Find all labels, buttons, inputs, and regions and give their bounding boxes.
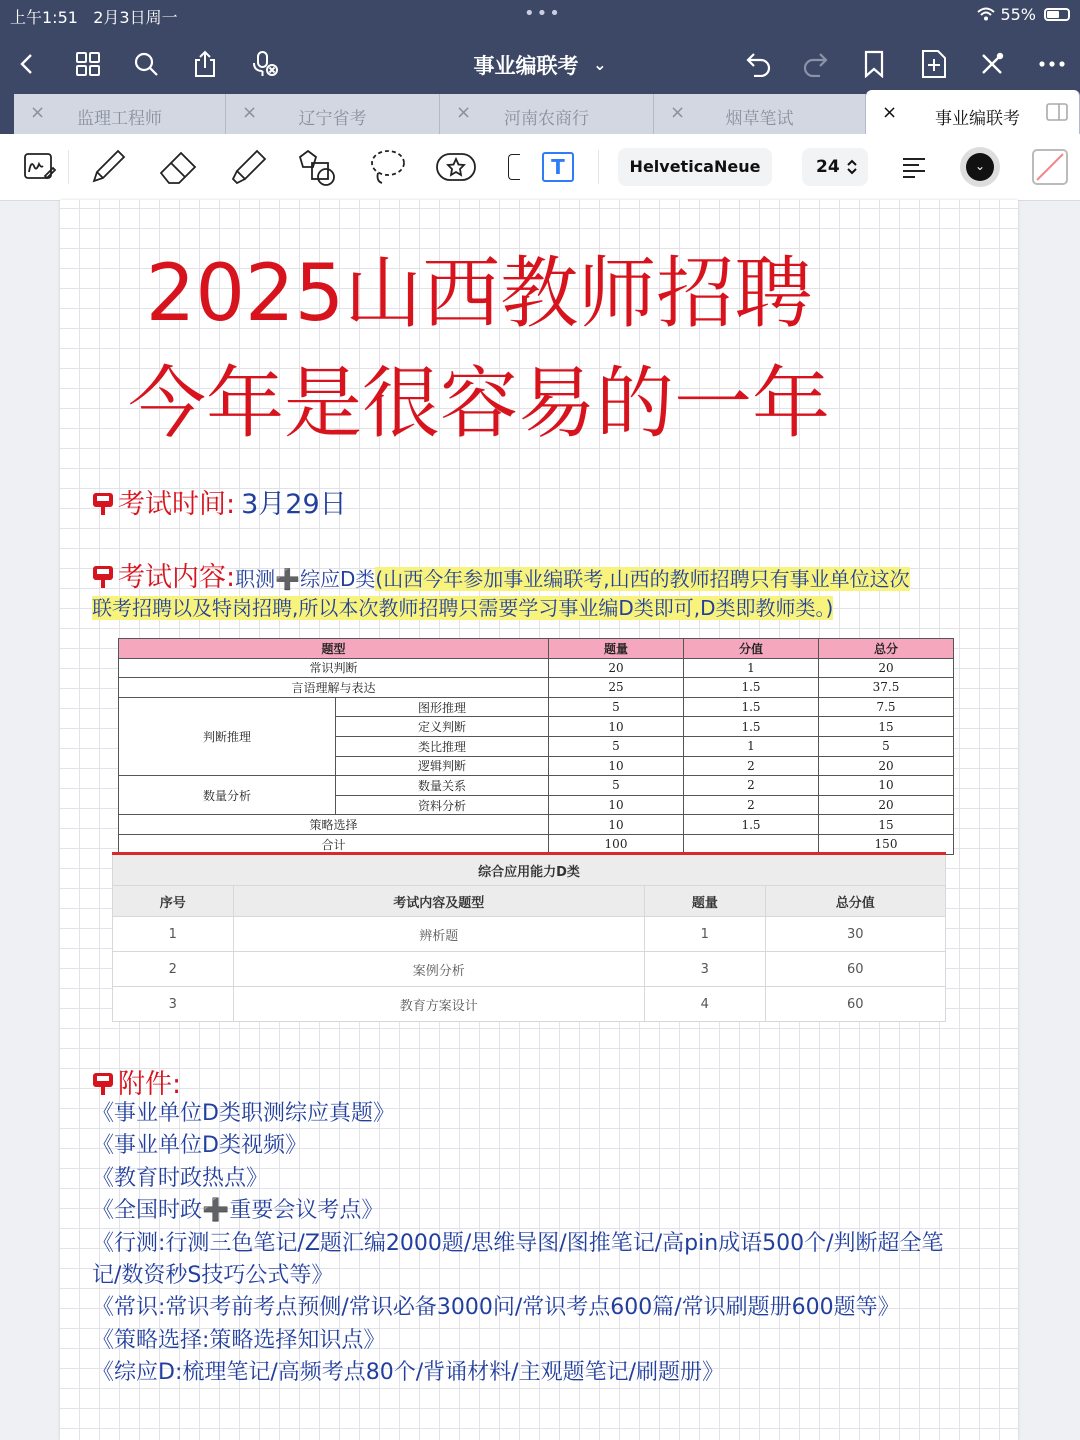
star-sticker-icon bbox=[435, 151, 477, 183]
table-cell: 5 bbox=[819, 736, 954, 756]
table-header-cell: 总分值 bbox=[765, 886, 945, 917]
pen-tool[interactable] bbox=[86, 145, 130, 189]
table-cell: 判断推理 bbox=[119, 697, 336, 775]
table-cell: 图形推理 bbox=[336, 697, 549, 717]
table-row bbox=[113, 987, 946, 1022]
table-cell: 30 bbox=[765, 917, 945, 952]
table-header-cell: 序号 bbox=[113, 886, 234, 917]
table-cell: 10 bbox=[549, 756, 684, 776]
attachment-item: 《事业单位D类职测综应真题》 bbox=[92, 1101, 395, 1126]
table-cell: 3 bbox=[113, 987, 234, 1022]
table-cell: 资料分析 bbox=[336, 795, 549, 815]
font-size-selector[interactable] bbox=[802, 148, 868, 186]
doc-title-line1: 2025山西教师招聘 bbox=[145, 249, 813, 339]
battery-percent: 55% bbox=[1000, 5, 1036, 24]
table-cell: 1 bbox=[684, 658, 819, 678]
table-cell: 1.5 bbox=[684, 717, 819, 737]
table-cell: 1.5 bbox=[684, 697, 819, 717]
table-cell: 20 bbox=[549, 658, 684, 678]
document-title[interactable]: 事业编联考 ⌄ bbox=[473, 54, 607, 78]
add-page-button[interactable] bbox=[912, 42, 956, 86]
table-cell: 10 bbox=[819, 776, 954, 796]
table-cell: 25 bbox=[549, 678, 684, 698]
highlighter-icon bbox=[227, 147, 269, 187]
bookmark-button[interactable] bbox=[852, 42, 896, 86]
tools-button[interactable] bbox=[970, 42, 1014, 86]
table-cell: 37.5 bbox=[819, 678, 954, 698]
attachment-item: 《综应D:梳理笔记/高频考点80个/背诵材料/主观题笔记/刷题册》 bbox=[92, 1360, 724, 1385]
chevron-down-icon: ⌄ bbox=[966, 153, 994, 181]
color-picker[interactable] bbox=[958, 145, 1002, 189]
background-color-button[interactable] bbox=[1028, 145, 1072, 189]
attachment-item: 《事业单位D类视频》 bbox=[92, 1133, 307, 1158]
text-tool[interactable] bbox=[536, 145, 580, 189]
table-cell: 5 bbox=[549, 697, 684, 717]
table-header-cell: 题型 bbox=[119, 639, 549, 659]
status-right bbox=[977, 5, 1036, 24]
eraser-icon bbox=[157, 147, 199, 187]
close-icon[interactable]: × bbox=[30, 102, 46, 123]
table-cell: 20 bbox=[819, 756, 954, 776]
table-row bbox=[119, 658, 954, 678]
table-header-cell: 分值 bbox=[684, 639, 819, 659]
close-icon[interactable]: × bbox=[670, 102, 686, 123]
table-cell: 合计 bbox=[119, 834, 549, 854]
table-cell: 2 bbox=[113, 952, 234, 987]
table-cell: 20 bbox=[819, 795, 954, 815]
table-cell: 60 bbox=[765, 952, 945, 987]
table-cell: 1.5 bbox=[684, 815, 819, 835]
pushpin-icon bbox=[92, 565, 114, 589]
drawing-toolbar bbox=[0, 134, 1080, 201]
close-icon[interactable]: × bbox=[882, 102, 898, 123]
paragraph-align-button[interactable] bbox=[892, 145, 936, 189]
table-header-cell: 总分 bbox=[819, 639, 954, 659]
table-cell: 常识判断 bbox=[119, 658, 549, 678]
table-cell: 10 bbox=[549, 795, 684, 815]
table-row bbox=[119, 678, 954, 698]
table-cell: 15 bbox=[819, 815, 954, 835]
font-family-selector[interactable]: HelveticaNeue bbox=[618, 148, 772, 186]
status-time-date: 上午1:51 2月3日周一 bbox=[10, 8, 178, 27]
add-page-icon bbox=[921, 49, 947, 79]
table-cell: 150 bbox=[819, 834, 954, 854]
attachment-item: 《行测:行测三色笔记/Z题汇编2000题/思维导图/图推笔记/高pin成语500个/判断超全笔 bbox=[92, 1231, 944, 1256]
pen-icon bbox=[88, 147, 128, 187]
table-row bbox=[113, 917, 946, 952]
table-cell: 20 bbox=[819, 658, 954, 678]
attachment-item: 《教育时政热点》 bbox=[92, 1166, 269, 1191]
table-header-row bbox=[113, 886, 946, 917]
table-cell: 10 bbox=[549, 815, 684, 835]
table-cell: 2 bbox=[684, 776, 819, 796]
table-header-cell: 题量 bbox=[645, 886, 766, 917]
wifi-icon bbox=[977, 7, 995, 21]
tab-henan[interactable] bbox=[440, 94, 654, 134]
close-icon[interactable]: × bbox=[456, 102, 472, 123]
exam-content-note-1: (山西今年参加事业编联考,山西的教师招聘只有事业单位这次 bbox=[375, 567, 910, 591]
tab-jianli[interactable] bbox=[14, 94, 226, 134]
exam-structure-table bbox=[118, 638, 954, 855]
redo-button[interactable] bbox=[794, 42, 838, 86]
table-header-row bbox=[119, 639, 954, 659]
align-left-icon bbox=[901, 156, 927, 178]
table-header-cell: 考试内容及题型 bbox=[233, 886, 644, 917]
table-cell: 辨析题 bbox=[233, 917, 644, 952]
attachment-item: 《常识:常识考前考点预侧/常识必备3000问/常识考点600篇/常识刷题册600题等》 bbox=[92, 1295, 900, 1320]
table-caption: 综合应用能力D类 bbox=[113, 854, 946, 886]
tab-liaoning[interactable] bbox=[226, 94, 440, 134]
lasso-tool[interactable] bbox=[366, 145, 410, 189]
table-row bbox=[119, 776, 954, 796]
undo-icon bbox=[744, 51, 772, 77]
handwriting-button[interactable] bbox=[18, 145, 62, 189]
attachments-label: 附件: bbox=[118, 1069, 182, 1100]
exam-content-line-2 bbox=[92, 592, 833, 621]
more-button[interactable] bbox=[1030, 42, 1074, 86]
handwriting-icon bbox=[23, 152, 57, 182]
essay-section-table bbox=[112, 852, 946, 1022]
chevron-down-icon: ⌄ bbox=[593, 55, 607, 74]
shape-tool[interactable] bbox=[296, 145, 340, 189]
pushpin-icon bbox=[92, 1072, 114, 1096]
close-icon[interactable]: × bbox=[242, 102, 258, 123]
table-header-cell: 题量 bbox=[549, 639, 684, 659]
table-row bbox=[113, 952, 946, 987]
attachment-item: 《全国时政➕重要会议考点》 bbox=[92, 1198, 384, 1223]
table-cell: 15 bbox=[819, 717, 954, 737]
exam-content-line bbox=[92, 555, 910, 594]
tab-shiyebian[interactable] bbox=[866, 90, 1080, 134]
stepper-icon bbox=[846, 158, 858, 176]
multitask-dots[interactable]: ••• bbox=[524, 3, 562, 24]
tab-yancao[interactable] bbox=[654, 94, 866, 134]
table-cell: 60 bbox=[765, 987, 945, 1022]
text-icon: T bbox=[542, 152, 574, 182]
table-cell: 5 bbox=[549, 776, 684, 796]
table-cell: 2 bbox=[684, 795, 819, 815]
table-cell: 2 bbox=[684, 756, 819, 776]
bookmark-icon bbox=[863, 50, 885, 78]
tab-label: 监理工程师 bbox=[77, 109, 162, 129]
table-cell: 100 bbox=[549, 834, 684, 854]
nav-bar bbox=[0, 34, 1080, 94]
table-cell: 7.5 bbox=[819, 697, 954, 717]
tab-bar bbox=[0, 94, 1080, 134]
exam-time-value: 3月29日 bbox=[241, 489, 347, 520]
tab-label: 辽宁省考 bbox=[298, 109, 367, 129]
attachment-item: 《策略选择:策略选择知识点》 bbox=[92, 1328, 386, 1353]
close-tools-icon bbox=[980, 52, 1004, 76]
attachment-item: 记/数资秒S技巧公式等》 bbox=[92, 1263, 334, 1288]
undo-button[interactable] bbox=[736, 42, 780, 86]
table-cell: 策略选择 bbox=[119, 815, 549, 835]
table-cell: 3 bbox=[645, 952, 766, 987]
more-icon bbox=[1039, 60, 1065, 68]
table-row bbox=[119, 815, 954, 835]
table-cell: 1.5 bbox=[684, 678, 819, 698]
no-fill-icon bbox=[1031, 148, 1069, 186]
tab-label: 事业编联考 bbox=[935, 109, 1020, 129]
table-cell: 10 bbox=[549, 717, 684, 737]
exam-time-line bbox=[92, 482, 347, 521]
table-cell: 言语理解与表达 bbox=[119, 678, 549, 698]
table-cell: 数量关系 bbox=[336, 776, 549, 796]
table-cell: 教育方案设计 bbox=[233, 987, 644, 1022]
pushpin-icon bbox=[92, 492, 114, 516]
table-cell: 1 bbox=[684, 736, 819, 756]
image-tool[interactable] bbox=[508, 154, 520, 180]
table-cell: 定义判断 bbox=[336, 717, 549, 737]
table-cell: 逻辑判断 bbox=[336, 756, 549, 776]
attachments-heading bbox=[92, 1062, 181, 1101]
split-view-icon[interactable] bbox=[1045, 102, 1069, 122]
table-cell: 数量分析 bbox=[119, 776, 336, 815]
table-row bbox=[119, 697, 954, 717]
table-cell: 案例分析 bbox=[233, 952, 644, 987]
exam-content-label: 考试内容: bbox=[118, 562, 236, 593]
redo-icon bbox=[802, 51, 830, 77]
status-bar bbox=[0, 0, 1080, 34]
shapes-icon bbox=[298, 147, 338, 187]
eraser-tool[interactable] bbox=[156, 145, 200, 189]
exam-content-value: 职测➕综应D类 bbox=[235, 567, 376, 591]
table-cell: 1 bbox=[645, 917, 766, 952]
font-size-value: 24 bbox=[816, 157, 840, 177]
exam-content-note-2: 联考招聘以及特岗招聘,所以本次教师招聘只需要学习事业编D类即可,D类即教师类。) bbox=[92, 596, 834, 620]
tab-label: 河南农商行 bbox=[504, 109, 589, 129]
sticker-tool[interactable] bbox=[434, 145, 478, 189]
table-cell: 类比推理 bbox=[336, 736, 549, 756]
exam-time-label: 考试时间: bbox=[118, 489, 236, 520]
table-cell: 5 bbox=[549, 736, 684, 756]
table-cell: 1 bbox=[113, 917, 234, 952]
battery-icon bbox=[1044, 8, 1070, 21]
doc-title-line2: 今年是很容易的一年 bbox=[127, 359, 830, 449]
table-cell: 4 bbox=[645, 987, 766, 1022]
lasso-icon bbox=[368, 147, 408, 187]
highlighter-tool[interactable] bbox=[226, 145, 270, 189]
tab-label: 烟草笔试 bbox=[725, 109, 794, 129]
